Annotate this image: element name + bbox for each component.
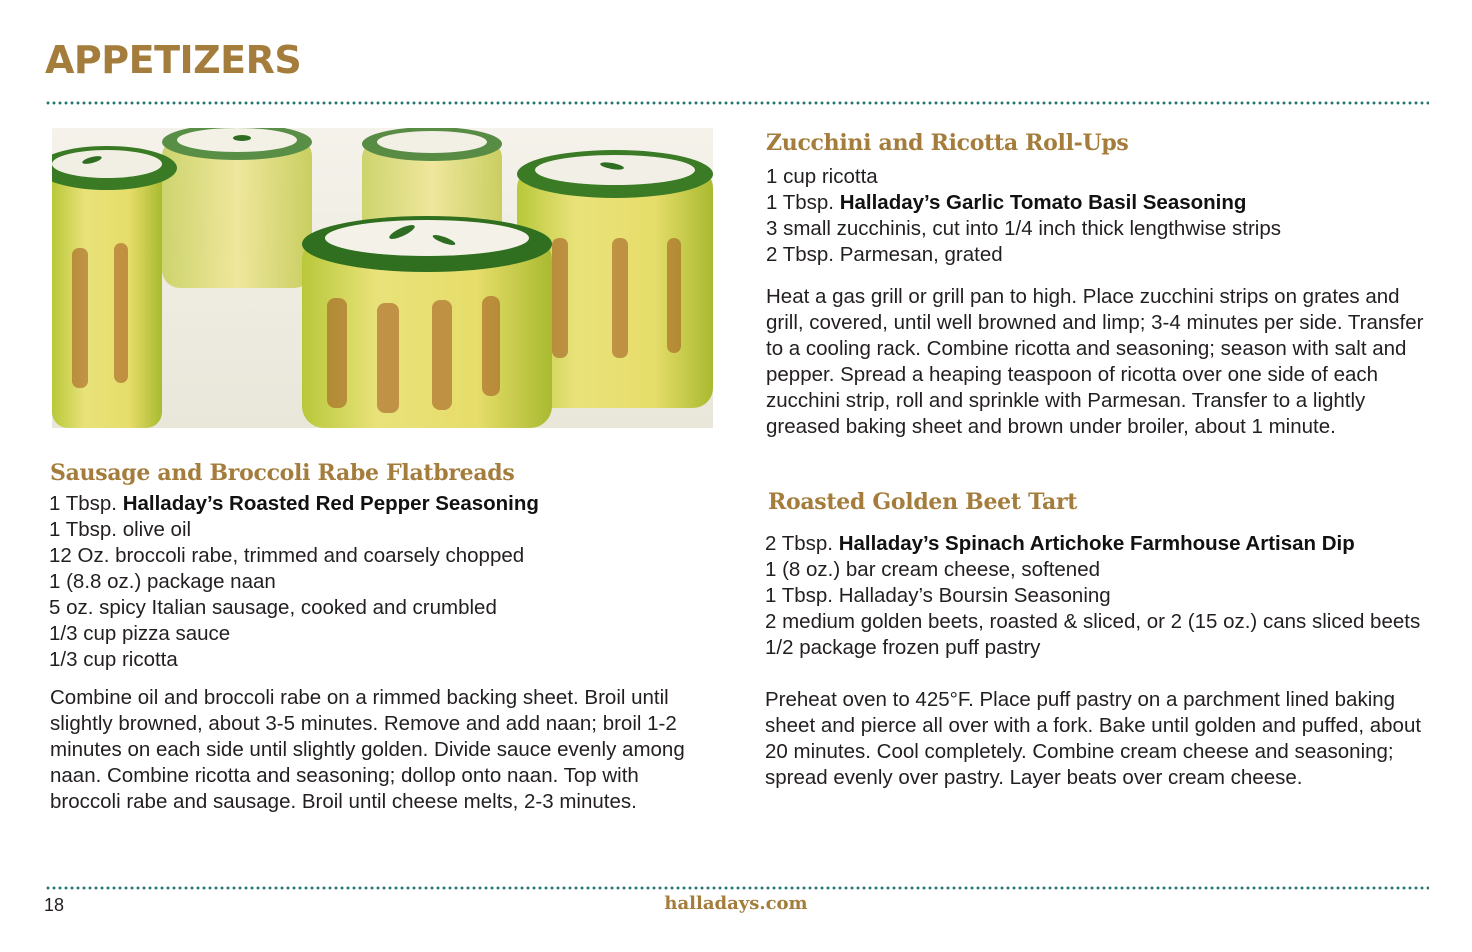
ingredient-item: 1 Tbsp. olive oil	[49, 518, 192, 541]
ingredient-item: 5 oz. spicy Italian sausage, cooked and crumbled	[49, 596, 497, 619]
ingredient-item: 1 (8.8 oz.) package naan	[49, 570, 276, 593]
bottom-dotted-divider	[45, 886, 1429, 890]
zucchini-rollups-photo	[52, 128, 713, 428]
top-dotted-divider	[45, 101, 1429, 105]
seasoning-product-name: Halladay’s Roasted Red Pepper Seasoning	[122, 492, 539, 515]
ingredient-item: 1/2 package frozen puff pastry	[765, 636, 1041, 659]
seasoning-product-name: Halladay’s Spinach Artichoke Farmhouse Artisan Dip	[838, 532, 1355, 555]
recipe-title-sausage-flatbreads: Sausage and Broccoli Rabe Flatbreads	[50, 460, 515, 486]
recipe-title-beet-tart: Roasted Golden Beet Tart	[768, 489, 1078, 515]
method-beet-tart: Preheat oven to 425°F. Place puff pastry on a parchment lined baking sheet and pierce all over with a fork. Bake until golden and puffed, about 20 minutes. Cool completely. Combine cream cheese and seasoning; spread evenly over pastry. Layer beats over cream cheese.	[765, 688, 1422, 789]
ingredient-item: 1/3 cup pizza sauce	[49, 622, 231, 645]
page-number: 18	[44, 895, 65, 915]
website-link[interactable]: halladays.com	[664, 893, 808, 914]
ingredient-item: 3 small zucchinis, cut into 1/4 inch thick lengthwise strips	[766, 217, 1282, 240]
ingredient-list-zucchini-rollups	[766, 164, 1281, 268]
ingredient-item: 1 Tbsp. Halladay’s Roasted Red Pepper Seasoning	[49, 492, 539, 515]
ingredient-item: 1 Tbsp. Halladay’s Garlic Tomato Basil Seasoning	[766, 191, 1247, 214]
ingredient-item: 12 Oz. broccoli rabe, trimmed and coarsely chopped	[49, 544, 525, 567]
recipe-title-zucchini-rollups: Zucchini and Ricotta Roll-Ups	[766, 130, 1129, 156]
method-sausage-flatbreads: Combine oil and broccoli rabe on a rimmed backing sheet. Broil until slightly browned, about 3-5 minutes. Remove and add naan; broil 1-2 minutes on each side until slightly golden. Divide sauce evenly among naan. Combine ricotta and seasoning; dollop onto naan. Top with broccoli rabe and sausage. Broil until cheese melts, 2-3 minutes.	[50, 686, 685, 813]
ingredient-list-beet-tart	[765, 531, 1420, 661]
method-zucchini-rollups: Heat a gas grill or grill pan to high. Place zucchini strips on grates and grill, covered, until well browned and limp; 3-4 minutes per side. Transfer to a cooling rack. Combine ricotta and seasoning; season with salt and pepper. Spread a heaping teaspoon of ricotta over one side of each zucchini strip, roll and sprinkle with Parmesan. Transfer to a lightly greased baking sheet and brown under broiler, about 1 minute.	[766, 285, 1424, 438]
ingredient-item: 1 cup ricotta	[766, 165, 878, 188]
ingredient-item: 1/3 cup ricotta	[49, 648, 178, 671]
ingredient-list-sausage-flatbreads	[49, 491, 539, 673]
seasoning-product-name: Halladay’s Garlic Tomato Basil Seasoning	[839, 191, 1247, 214]
ingredient-item: 2 medium golden beets, roasted & sliced, or 2 (15 oz.) cans sliced beets	[765, 610, 1421, 633]
ingredient-item: 2 Tbsp. Parmesan, grated	[766, 243, 1003, 266]
ingredient-item: 2 Tbsp. Halladay’s Spinach Artichoke Farmhouse Artisan Dip	[765, 532, 1355, 555]
ingredient-item: 1 (8 oz.) bar cream cheese, softened	[765, 558, 1101, 581]
page-title: APPETIZERS	[45, 38, 302, 82]
ingredient-item: 1 Tbsp. Halladay’s Boursin Seasoning	[765, 584, 1111, 607]
